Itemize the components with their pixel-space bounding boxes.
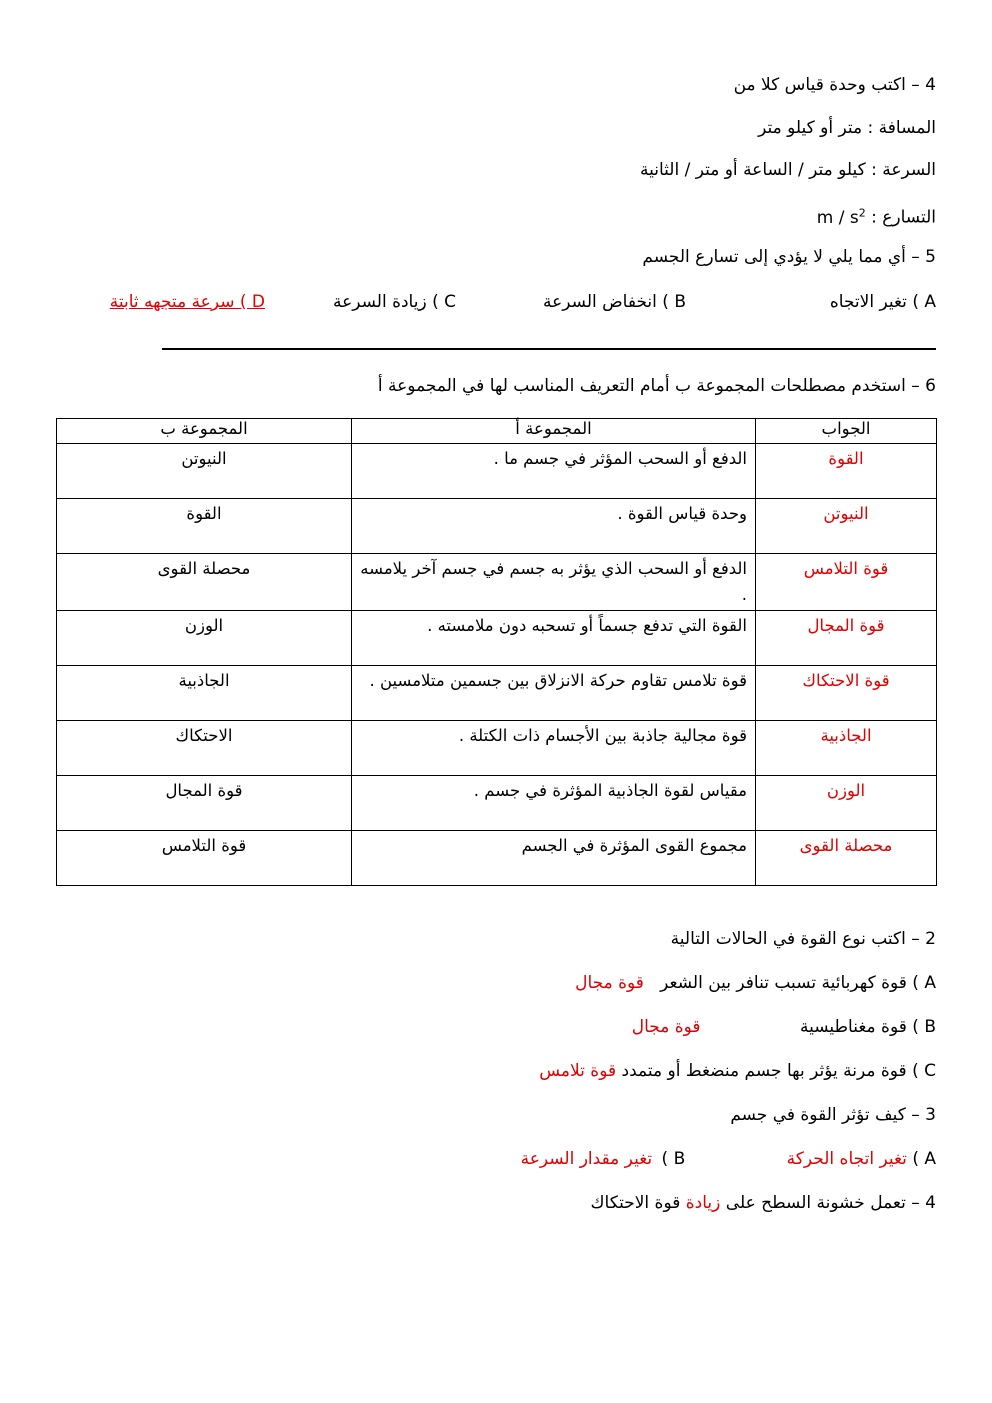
q2-title: 2 – اكتب نوع القوة في الحالات التالية bbox=[670, 929, 936, 949]
definition-cell: قوة تلامس تقاوم حركة الانزلاق بين جسمين متلامسين . bbox=[352, 666, 756, 721]
answer-cell: النيوتن bbox=[756, 499, 937, 554]
q2-item-a-text: A ) قوة كهربائية تسبب تنافر بين الشعر bbox=[660, 973, 936, 993]
answer-cell: قوة الاحتكاك bbox=[756, 666, 937, 721]
q2-item-b-text: B ) قوة مغناطيسية bbox=[799, 1017, 936, 1037]
table-row bbox=[57, 776, 937, 831]
header-group-b: المجموعة ب bbox=[57, 419, 352, 444]
q2-item-a-answer: قوة مجال bbox=[575, 973, 644, 993]
q5-option-a: A ) تغير الاتجاه bbox=[829, 292, 936, 312]
q3-b-answer: تغير مقدار السرعة bbox=[520, 1149, 653, 1169]
q5-option-d-correct: D ) سرعة متجهه ثابتة bbox=[109, 292, 265, 312]
q4b-suffix: قوة الاحتكاك bbox=[590, 1193, 681, 1213]
q3-answers bbox=[521, 1147, 936, 1171]
definition-cell: الدفع أو السحب المؤثر في جسم ما . bbox=[352, 444, 756, 499]
table-row bbox=[57, 554, 937, 611]
answer-cell: محصلة القوى bbox=[756, 831, 937, 886]
term-cell: محصلة القوى bbox=[57, 554, 352, 611]
q2-item-c-text: C ) قوة مرنة يؤثر بها جسم منضغط أو متمدد bbox=[621, 1061, 936, 1081]
q3-a-label: A ) bbox=[912, 1149, 936, 1169]
q6-title: 6 – استخدم مصطلحات المجموعة ب أمام التعريف المناسب لها في المجموعة أ bbox=[377, 376, 936, 396]
table-row bbox=[57, 666, 937, 721]
table-row bbox=[57, 499, 937, 554]
definition-cell: قوة مجالية جاذبة بين الأجسام ذات الكتلة . bbox=[352, 721, 756, 776]
accel-unit-exponent: 2 bbox=[858, 206, 866, 219]
term-cell: الجاذبية bbox=[57, 666, 352, 721]
q3-b-label: B ) bbox=[661, 1149, 686, 1169]
term-cell: قوة المجال bbox=[57, 776, 352, 831]
accel-label: التسارع : bbox=[871, 207, 936, 228]
accel-unit-base: m / s bbox=[816, 207, 859, 228]
definition-cell: وحدة قياس القوة . bbox=[352, 499, 756, 554]
term-cell: النيوتن bbox=[57, 444, 352, 499]
table-row bbox=[57, 611, 937, 666]
q2-item-c-answer: قوة تلامس bbox=[539, 1061, 617, 1081]
q2-item-b-answer: قوة مجال bbox=[631, 1017, 701, 1037]
q2-item-a bbox=[575, 971, 936, 995]
definition-cell: مقياس لقوة الجاذبية المؤثرة في جسم . bbox=[352, 776, 756, 831]
section-divider bbox=[162, 348, 936, 350]
q4a-acceleration bbox=[817, 201, 936, 230]
term-cell: الاحتكاك bbox=[57, 721, 352, 776]
definition-cell: القوة التي تدفع جسماً أو تسحبه دون ملامسته . bbox=[352, 611, 756, 666]
answer-cell: القوة bbox=[756, 444, 937, 499]
q4a-speed: السرعة : كيلو متر / الساعة أو متر / الثانية bbox=[639, 160, 936, 180]
answer-cell: قوة المجال bbox=[756, 611, 937, 666]
header-group-a: المجموعة أ bbox=[352, 419, 756, 444]
q2-item-b bbox=[632, 1015, 936, 1039]
table-row bbox=[57, 721, 937, 776]
q4a-distance: المسافة : متر أو كيلو متر bbox=[758, 118, 936, 138]
q4a-title: 4 – اكتب وحدة قياس كلا من bbox=[733, 75, 936, 95]
q5-option-c: C ) زيادة السرعة bbox=[332, 292, 456, 312]
q5-title: 5 – أي مما يلي لا يؤدي إلى تسارع الجسم bbox=[642, 247, 936, 267]
term-cell: الوزن bbox=[57, 611, 352, 666]
q4b-answer: زيادة bbox=[685, 1193, 721, 1213]
definition-cell: الدفع أو السحب الذي يؤثر به جسم في جسم آخر يلامسه . bbox=[352, 554, 756, 611]
table-row bbox=[57, 444, 937, 499]
answer-cell: الوزن bbox=[756, 776, 937, 831]
table-row bbox=[57, 831, 937, 886]
accel-unit bbox=[817, 208, 866, 228]
q4b-sentence bbox=[591, 1191, 937, 1215]
term-cell: قوة التلامس bbox=[57, 831, 352, 886]
q3-a-answer: تغير اتجاه الحركة bbox=[786, 1149, 907, 1169]
header-answer: الجواب bbox=[756, 419, 937, 444]
definition-cell: مجموع القوى المؤثرة في الجسم bbox=[352, 831, 756, 886]
answer-cell: الجاذبية bbox=[756, 721, 937, 776]
answer-cell: قوة التلامس bbox=[756, 554, 937, 611]
table-header-row bbox=[57, 419, 937, 444]
matching-table bbox=[56, 418, 937, 886]
q5-option-b: B ) انخفاض السرعة bbox=[543, 292, 686, 312]
q3-title: 3 – كيف تؤثر القوة في جسم bbox=[730, 1105, 936, 1125]
q4b-prefix: 4 – تعمل خشونة السطح على bbox=[725, 1193, 936, 1213]
q2-item-c bbox=[539, 1059, 936, 1083]
term-cell: القوة bbox=[57, 499, 352, 554]
